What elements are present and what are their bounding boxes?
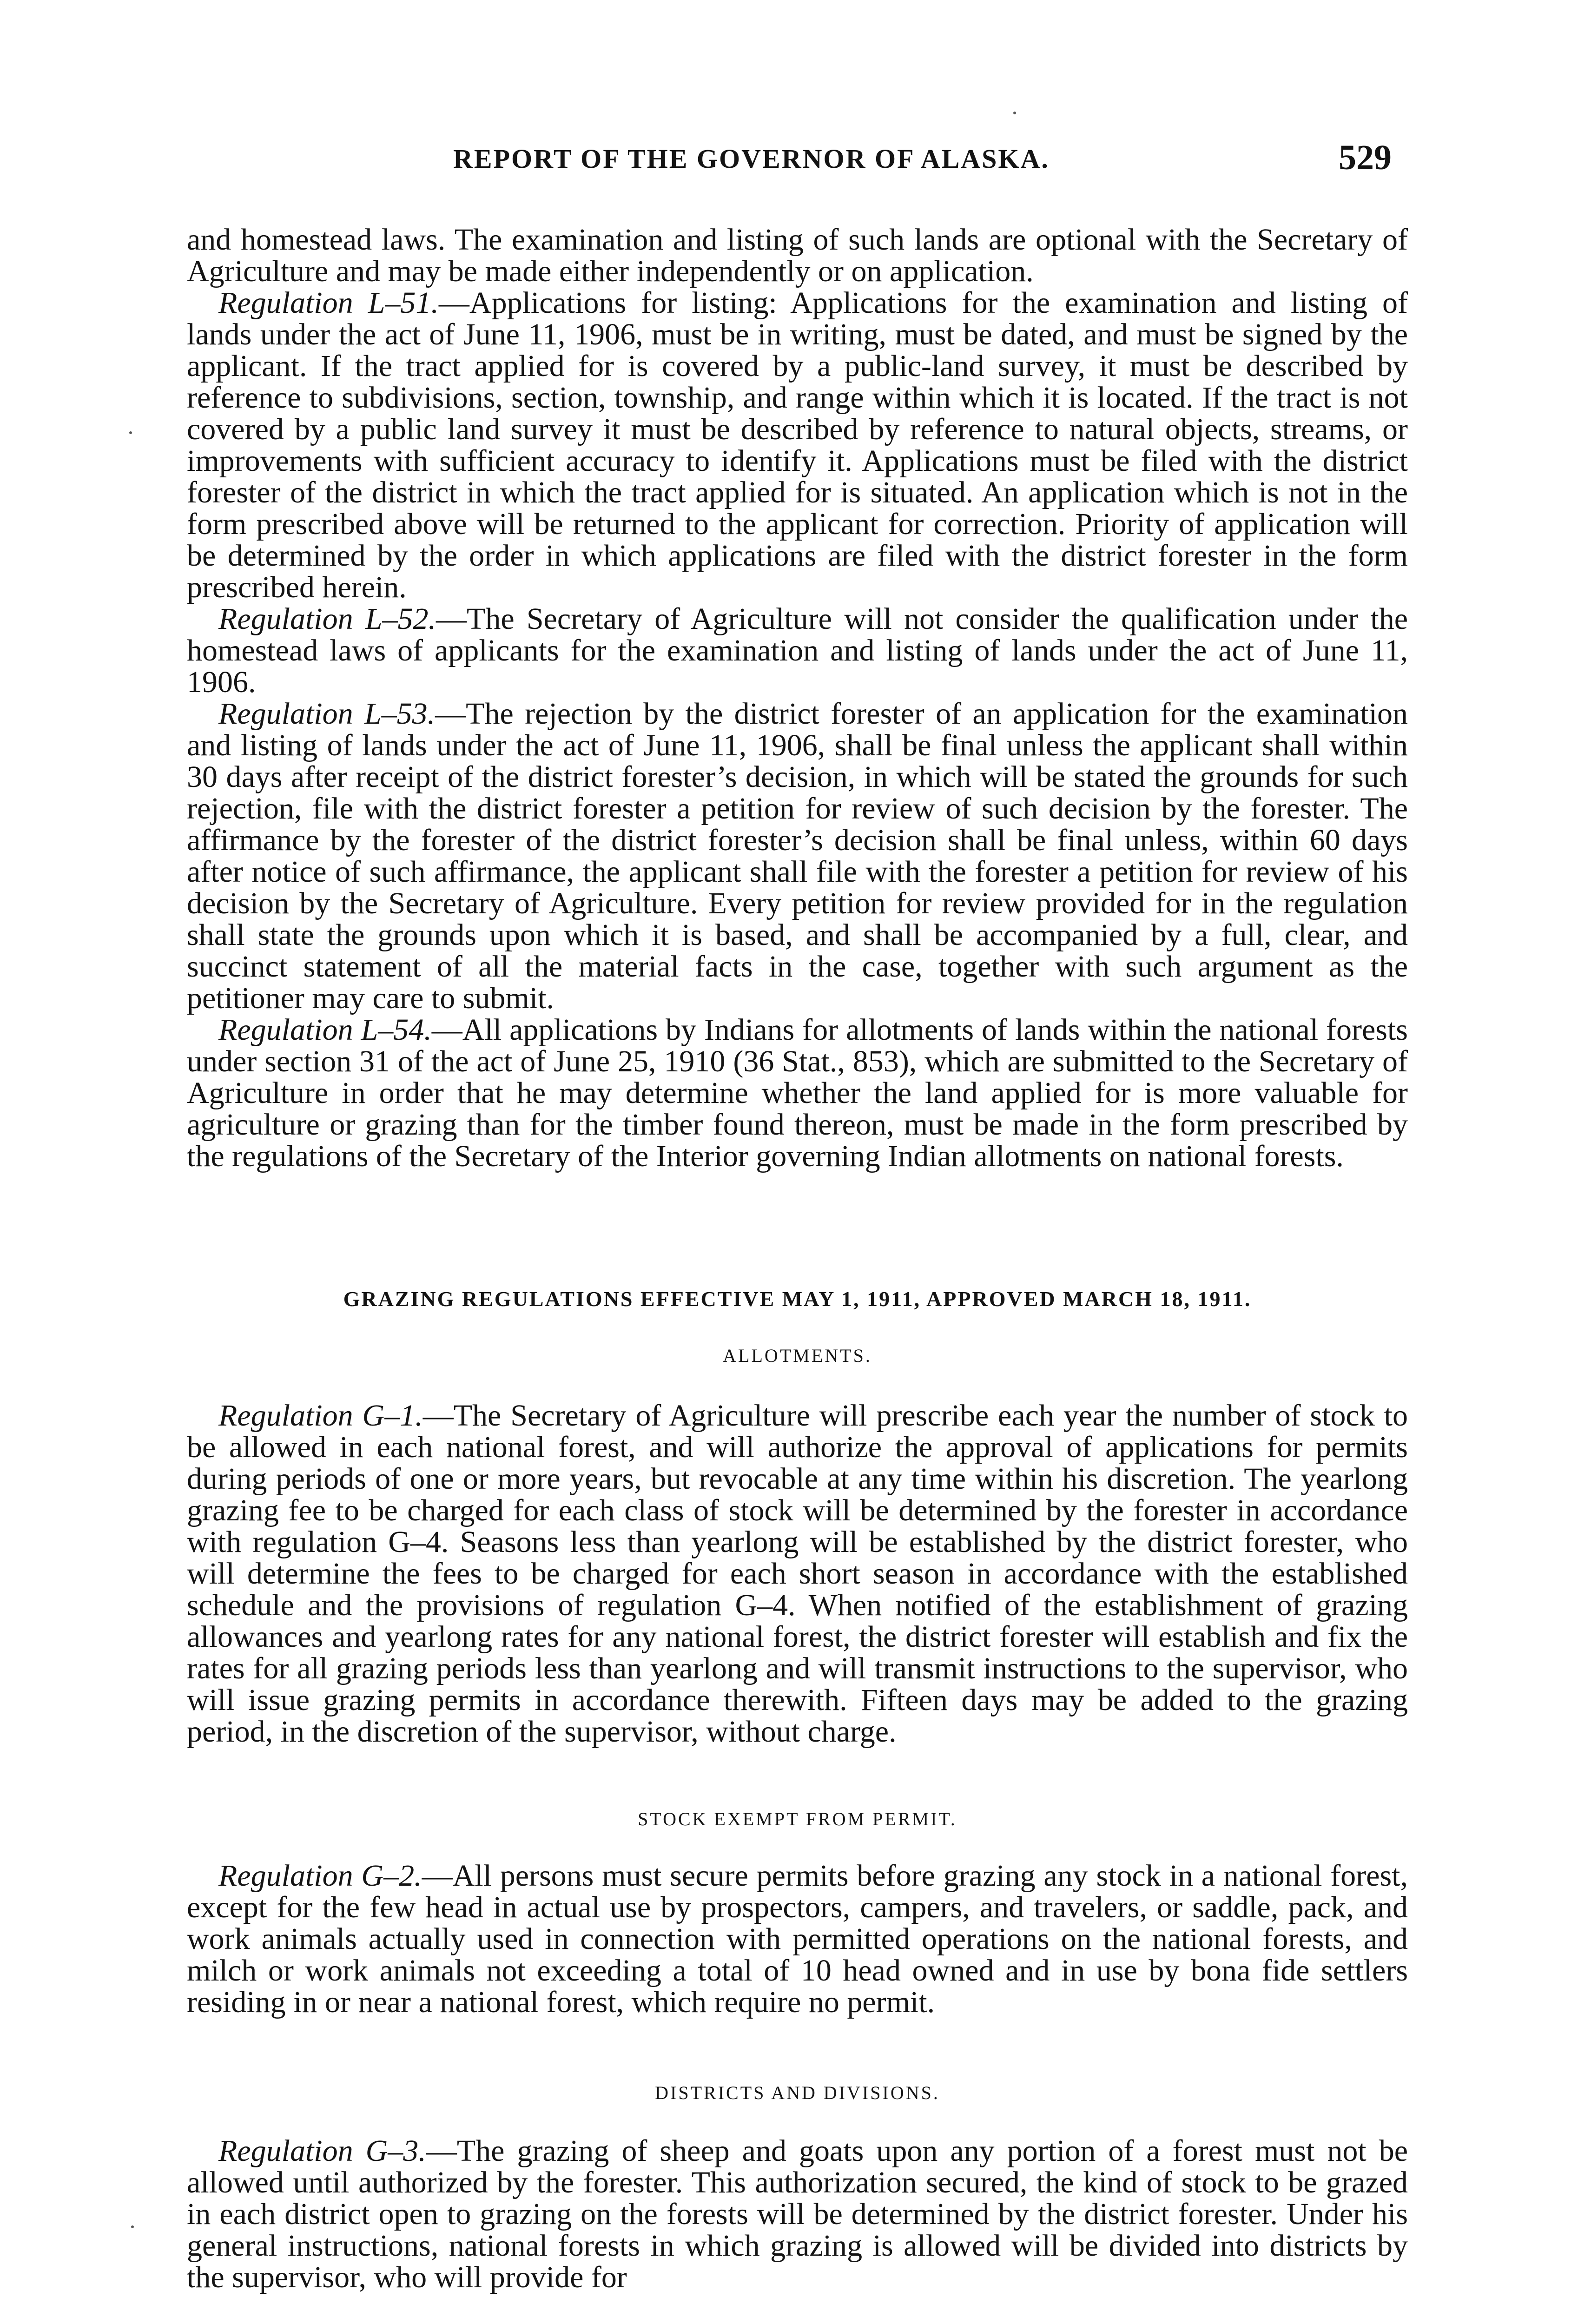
regulation-g1-text: —The Secretary of Agriculture will prescribe each year the number of stock to be allowed in each national forest, and will authorize the approval of applications for permits during periods of one or more years, but revocable at any time within his discretion. The yearlong grazing fee to be charged for each class of stock will be determined by the forester in accordance with regulation G–4. Seasons less than yearlong will be established by the district forester, who will determine the fees to be charged for each short season in accordance with the established schedule and the provisions of regulation G–4. When notified of the establishment of grazing allowances and yearlong rates for any national forest, the district forester will establish and fix the rates for all grazing periods less than yearlong and will transmit instructions to the supervisor, who will issue grazing permits in accordance therewith. Fifteen days may be added to the grazing period, in the discretion of the supervisor, without charge.: [187, 1399, 1408, 1749]
regulation-l54-label: Regulation L–54.: [218, 1013, 432, 1047]
stray-print-mark: [131, 2225, 134, 2228]
regulation-g1-paragraph: [187, 1400, 1408, 1748]
continuation-paragraph: [187, 224, 1408, 287]
regulation-l51-label: Regulation L–51.: [218, 286, 439, 320]
continuation-text: and homestead laws. The examination and listing of such lands are optional with the Secretary of Agriculture and may be made either independently or on application.: [187, 223, 1408, 288]
regulation-l52-text: —The Secretary of Agriculture will not consider the qualification under the homestead laws of applicants for the examination and listing of lands under the act of June 11, 1906.: [187, 602, 1408, 699]
regulation-l54-paragraph: [187, 1014, 1408, 1172]
regulations-l-section: [187, 224, 1408, 1172]
regulation-l51-text: —Applications for listing: Applications for the examination and listing of lands under the act of June 11, 1906, must be in writing, must be dated, and must be signed by the applicant. If the tract applied for is covered by a public-land survey, it must be described by reference to subdivisions, section, township, and range within which it is located. If the tract is not covered by a public land survey it must be described by reference to natural objects, streams, or improvements with sufficient accuracy to identify it. Applications must be filed with the district forester of the district in which the tract applied for is situated. An application which is not in the form prescribed above will be returned to the applicant for correction. Priority of application will be determined by the order in which applications are filed with the district forester in the form prescribed herein.: [187, 286, 1408, 604]
grazing-regulations-heading: GRAZING REGULATIONS EFFECTIVE MAY 1, 1911, APPROVED MARCH 18, 1911.: [343, 1287, 1252, 1311]
regulation-g1-label: Regulation G–1.: [218, 1399, 423, 1433]
districts-heading: DISTRICTS AND DIVISIONS.: [655, 2082, 940, 2103]
regulation-l54-text: —All applications by Indians for allotments of lands within the national forests under section 31 of the act of June 25, 1910 (36 Stat., 853), which are submitted to the Secretary of Agriculture in order that he may determine whether the land applied for is more valuable for agriculture or grazing than for the timber found thereon, must be made in the form prescribed by the regulations of the Secretary of the Interior governing Indian allotments on national forests.: [187, 1013, 1408, 1173]
running-header-title: REPORT OF THE GOVERNOR OF ALASKA.: [453, 144, 1050, 174]
regulation-l52-paragraph: [187, 603, 1408, 698]
districts-section: [187, 2135, 1408, 2293]
regulation-g2-label: Regulation G–2.: [218, 1859, 422, 1893]
regulation-l53-text: —The rejection by the district forester of an application for the examination and listing of lands under the act of June 11, 1906, shall be final unless the applicant shall within 30 days after receipt of the district forester’s decision, in which will be stated the grounds for such rejection, file with the district forester a petition for review of such decision by the forester. The affirmance by the forester of the district forester’s decision shall be final unless, within 60 days after notice of such affirmance, the applicant shall file with the forester a petition for review of his decision by the Secretary of Agriculture. Every petition for review provided for in the regulation shall state the grounds upon which it is based, and shall be accompanied by a full, clear, and succinct statement of all the material facts in the case, together with such argument as the petitioner may care to submit.: [187, 697, 1408, 1015]
allotments-section: [187, 1400, 1408, 1748]
stock-exempt-section: [187, 1860, 1408, 2018]
stock-exempt-heading: STOCK EXEMPT FROM PERMIT.: [638, 1809, 957, 1829]
stray-print-mark: [1013, 112, 1016, 114]
regulation-l53-paragraph: [187, 698, 1408, 1014]
regulation-g2-paragraph: [187, 1860, 1408, 2018]
regulation-l52-label: Regulation L–52.: [218, 602, 436, 636]
regulation-g3-paragraph: [187, 2135, 1408, 2293]
regulation-g3-label: Regulation G–3.: [218, 2134, 426, 2168]
stray-print-mark: [129, 431, 132, 434]
regulation-l51-paragraph: [187, 287, 1408, 603]
page-number: 529: [1339, 138, 1392, 177]
regulation-g3-text: —The grazing of sheep and goats upon any portion of a forest must not be allowed until authorized by the forester. This authorization secured, the kind of stock to be grazed in each district open to grazing on the forests will be determined by the district forester. Under his general instructions, national forests in which grazing is allowed will be divided into districts by the supervisor, who will provide for: [187, 2134, 1408, 2294]
regulation-g2-text: —All persons must secure permits before grazing any stock in a national forest, except for the few head in actual use by prospectors, campers, and travelers, or saddle, pack, and work animals actually used in connection with permitted operations on the national forests, and milch or work animals not exceeding a total of 10 head owned and in use by bona fide settlers residing in or near a national forest, which require no permit.: [187, 1859, 1408, 2019]
allotments-heading: ALLOTMENTS.: [723, 1345, 872, 1366]
regulation-l53-label: Regulation L–53.: [218, 697, 436, 731]
